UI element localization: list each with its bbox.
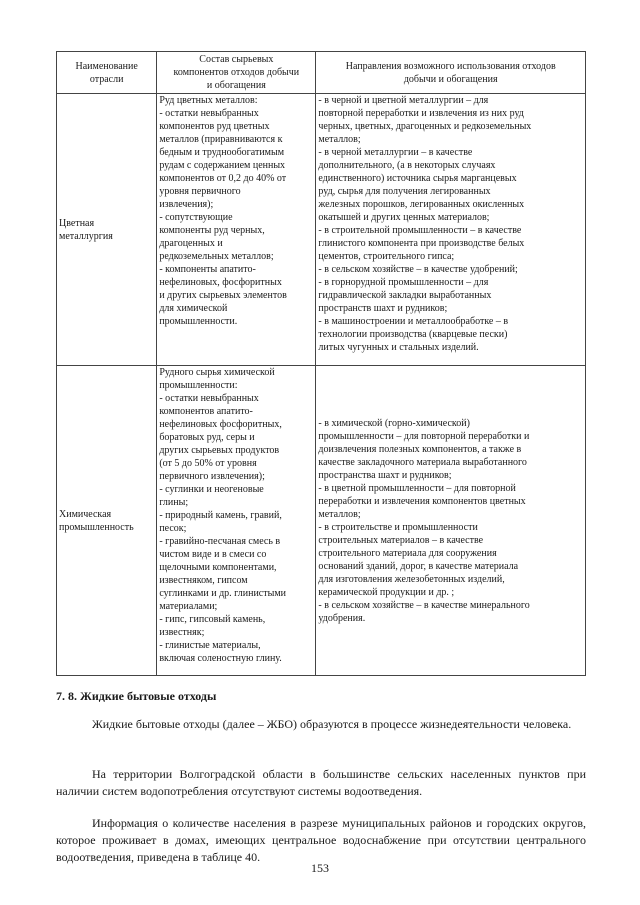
- page-number: 153: [311, 861, 329, 875]
- directions-cell: - в химической (горно-химической) промышленности – для повторной переработки и доизвлечения полезных компонентов, а также в качестве закладочного материала выработанного пространства шахт и рудников; - в цветной промышленности – для повторной переработки и извлечения компонентов цветных металлов; - в строительстве и промышленности строительных материалов – в качестве строительного материала для сооружения оснований зданий, дорог, в качестве материала для изготовления железобетонных изделий, керамической продукции и др. ; - в сельском хозяйстве – в качестве минерального удобрения.: [316, 366, 586, 676]
- header-components: Состав сырьевых компонентов отходов добычи и обогащения: [157, 52, 316, 94]
- table-row: [57, 94, 586, 366]
- waste-utilization-table: [56, 51, 586, 676]
- section-title: 7. 8. Жидкие бытовые отходы: [56, 689, 217, 703]
- header-industry: Наименование отрасли: [57, 52, 157, 94]
- table-header-row: [57, 52, 586, 94]
- components-cell: Руд цветных металлов: - остатки невыбранных компонентов руд цветных металлов (приравниваются к бедным и труднообогатимым рудам с содержанием ценных компонентов от 0,2 до 40% от уровня первичного извлечения); - сопутствующие компоненты руд черных, драгоценных и редкоземельных металлов; - компоненты апатито- нефелиновых, фосфоритных и других сырьевых элементов для химической промышленности.: [157, 94, 316, 366]
- paragraph: На территории Волгоградской области в большинстве сельских населенных пунктов при наличии систем водопотребления отсутствуют системы водоотведения.: [56, 767, 586, 798]
- industry-cell: Цветная металлургия: [57, 94, 157, 366]
- paragraph: Информация о количестве населения в разрезе муниципальных районов и городских округов, которое проживает в домах, имеющих центральное водоснабжение при отсутствии центрального водоотведения, приведена в таблице 40.: [56, 816, 586, 864]
- directions-cell: - в черной и цветной металлургии – для повторной переработки и извлечения из них руд черных, цветных, драгоценных и редкоземельных металлов; - в черной металлургии – в качестве дополнительного, (а в некоторых случаях единственного) источника сырья марганцевых руд, сырья для получения легированных железных порошков, легированных окисленных окатышей и других ценных материалов; - в строительной промышленности – в качестве глинистого компонента при производстве белых цементов, строительного гипса; - в сельском хозяйстве – в качестве удобрений; - в горнорудной промышленности – для гидравлической закладки выработанных пространств шахт и рудников; - в машиностроении и металлообработке – в технологии производства (кварцевые пески) литых чугунных и стальных изделий.: [316, 94, 586, 366]
- paragraph: Жидкие бытовые отходы (далее – ЖБО) образуются в процессе жизнедеятельности человека.: [92, 717, 572, 731]
- table-row: [57, 366, 586, 676]
- header-directions: Направления возможного использования отходов добычи и обогащения: [316, 52, 586, 94]
- components-cell: Рудного сырья химической промышленности: - остатки невыбранных компонентов апатито- нефелиновых фосфоритных, боратовых руд, серы и других сырьевых продуктов (от 5 до 50% от уровня первичного извлечения); - суглинки и неогеновые глины; - природный камень, гравий, песок; - гравийно-песчаная смесь в чистом виде и в смеси со щелочными компонентами, известняком, гипсом суглинками и др. глинистыми материалами; - гипс, гипсовый камень, известняк; - глинистые материалы, включая соленостную глину.: [157, 366, 316, 676]
- industry-cell: Химическая промышленность: [57, 366, 157, 676]
